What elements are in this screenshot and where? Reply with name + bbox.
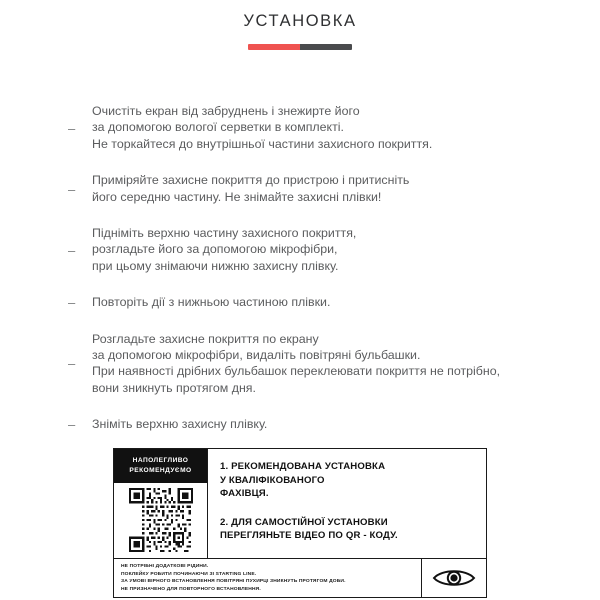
step-text <box>92 416 548 432</box>
step-dash-marker: – <box>68 356 76 372</box>
step-text-line: його середню частину. Не знімайте захисні плівки! <box>92 189 382 204</box>
promo-card <box>113 448 487 598</box>
promo-item-line: У КВАЛІФІКОВАНОГО <box>220 474 325 486</box>
instruction-step <box>68 103 548 152</box>
instruction-step <box>68 331 548 397</box>
eye-icon <box>432 567 476 589</box>
instruction-step <box>68 225 548 274</box>
eye-icon-cell <box>422 559 486 597</box>
step-text <box>92 331 548 397</box>
promo-item-line: 2. ДЛЯ САМОСТІЙНОЇ УСТАНОВКИ <box>220 516 388 528</box>
promo-item-line: ПЕРЕГЛЯНЬТЕ ВІДЕО ПО QR - КОДУ. <box>220 530 398 541</box>
qr-code-icon[interactable] <box>129 488 193 552</box>
divider-segment-dark <box>300 44 352 50</box>
fineprint-line: НЕ ПРИЗНАЧЕНО ДЛЯ ПОВТОРНОГО ВСТАНОВЛЕННЯ. <box>121 586 261 592</box>
step-text <box>92 225 548 274</box>
step-dash-marker: – <box>68 417 76 433</box>
promo-card-text-column <box>208 449 486 558</box>
step-text-line: при цьому знімаючи нижню захисну плівку. <box>92 258 339 273</box>
step-text-line: Зніміть верхню захисну плівку. <box>92 417 268 432</box>
promo-item <box>220 460 476 501</box>
divider-segment-red <box>248 44 300 50</box>
fineprint-line: НЕ ПОТРІБНІ ДОДАТКОВІ РІДИНИ. <box>121 564 209 569</box>
step-text-line: Підніміть верхню частину захисного покриття, <box>92 226 357 241</box>
step-text-line: Повторіть дії з нижньою частиною плівки. <box>92 295 331 310</box>
step-text-line: При наявності дрібних бульбашок переклеювати покриття не потрібно, <box>92 364 501 379</box>
step-dash-marker: – <box>68 295 76 311</box>
fineprint-line: ПОКЛЕЙКУ РОБИТИ ПОЧИНАЮЧИ ЗІ STARTING LINE. <box>121 571 257 577</box>
step-text <box>92 103 548 152</box>
fineprint-line: ЗА УМОВІ ВІРНОГО ВСТАНОВЛЕННЯ ПОВІТРЯНІ ПУХИРЦІ ЗНИКНУТЬ ПРОТЯГОМ ДОБИ. <box>121 579 346 585</box>
promo-card-footer <box>114 558 486 597</box>
strongly-recommend-badge <box>114 449 207 483</box>
step-dash-marker: – <box>68 242 76 258</box>
qr-code-container[interactable] <box>114 483 207 558</box>
step-text-line: за допомогою мікрофібри, видаліть повітряні бульбашки. <box>92 348 421 363</box>
step-dash-marker: – <box>68 181 76 197</box>
step-text <box>92 294 548 310</box>
page-title: УСТАНОВКА <box>243 12 357 30</box>
promo-card-main <box>114 449 486 558</box>
title-divider <box>248 44 352 50</box>
step-text-line: за допомогою вологої серветки в комплекті. <box>92 120 344 135</box>
step-text-line: вони зникнуть протягом дня. <box>92 380 256 395</box>
step-text-line: Не торкайтеся до внутрішньої частини захисного покриття. <box>92 136 433 151</box>
step-text-line: Очистіть екран від забруднень і знежирте його <box>92 104 360 118</box>
instruction-step <box>68 172 548 205</box>
promo-item <box>220 516 476 543</box>
step-dash-marker: – <box>68 120 76 136</box>
promo-card-left-column <box>114 449 208 558</box>
promo-item-line: ФАХІВЦЯ. <box>220 488 269 499</box>
badge-line-1: НАПОЛЕГЛИВО <box>132 457 189 464</box>
step-text-line: Розгладьте захисне покриття по екрану <box>92 331 319 346</box>
fineprint-block <box>114 559 422 597</box>
promo-item-line: 1. РЕКОМЕНДОВАНА УСТАНОВКА <box>220 461 386 472</box>
step-text-line: розгладьте його за допомогою мікрофібри, <box>92 242 338 257</box>
instruction-step <box>68 416 548 432</box>
step-text <box>92 172 548 205</box>
step-text-line: Приміряйте захисне покриття до пристрою і притисніть <box>92 173 410 188</box>
instruction-list <box>68 103 548 453</box>
instruction-step <box>68 294 548 310</box>
badge-line-2: РЕКОМЕНДУЄМО <box>129 467 192 474</box>
